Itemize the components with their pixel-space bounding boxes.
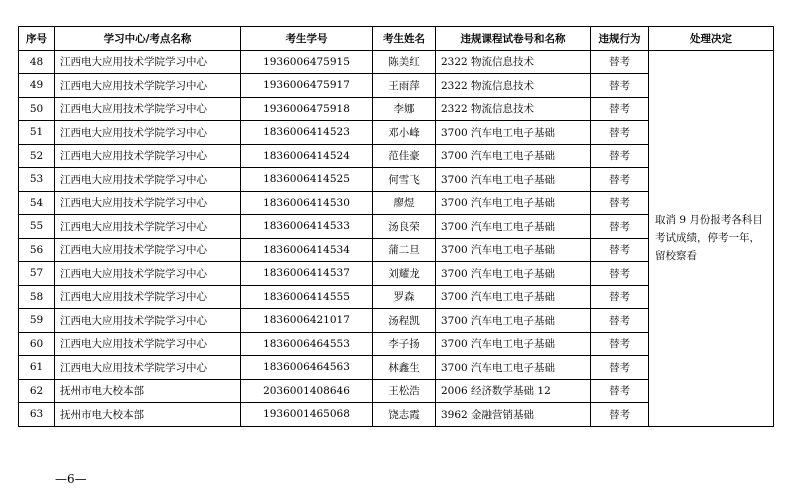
cell-course: 3700 汽车电工电子基础 — [436, 285, 591, 309]
cell-course: 3700 汽车电工电子基础 — [436, 332, 591, 356]
cell-no: 57 — [19, 262, 55, 286]
cell-violation: 替考 — [591, 168, 649, 192]
cell-center: 江西电大应用技术学院学习中心 — [55, 238, 241, 262]
cell-course: 3700 汽车电工电子基础 — [436, 168, 591, 192]
cell-course: 3700 汽车电工电子基础 — [436, 309, 591, 333]
cell-course: 3700 汽车电工电子基础 — [436, 144, 591, 168]
cell-course: 2006 经济数学基础 12 — [436, 379, 591, 403]
cell-no: 51 — [19, 121, 55, 145]
cell-no: 49 — [19, 74, 55, 98]
cell-name: 汤程凯 — [373, 309, 436, 333]
cell-student-id: 1936006475918 — [241, 97, 373, 121]
cell-violation: 替考 — [591, 74, 649, 98]
cell-name: 蒲二旦 — [373, 238, 436, 262]
cell-no: 61 — [19, 356, 55, 380]
cell-violation: 替考 — [591, 309, 649, 333]
cell-violation: 替考 — [591, 332, 649, 356]
header-row — [19, 27, 774, 51]
cell-violation: 替考 — [591, 379, 649, 403]
col-header-center: 学习中心/考点名称 — [55, 27, 241, 51]
cell-no: 50 — [19, 97, 55, 121]
cell-student-id: 1836006414524 — [241, 144, 373, 168]
cell-violation: 替考 — [591, 97, 649, 121]
page-number: —6— — [55, 472, 87, 486]
cell-no: 59 — [19, 309, 55, 333]
cell-student-id: 1936001465068 — [241, 403, 373, 427]
cell-name: 邓小峰 — [373, 121, 436, 145]
cell-course: 3700 汽车电工电子基础 — [436, 215, 591, 239]
cell-center: 江西电大应用技术学院学习中心 — [55, 121, 241, 145]
cell-course: 2322 物流信息技术 — [436, 50, 591, 74]
cell-no: 55 — [19, 215, 55, 239]
col-header-student-id: 考生学号 — [241, 27, 373, 51]
col-header-no: 序号 — [19, 27, 55, 51]
cell-name: 廖煜 — [373, 191, 436, 215]
cell-no: 56 — [19, 238, 55, 262]
cell-violation: 替考 — [591, 191, 649, 215]
cell-center: 江西电大应用技术学院学习中心 — [55, 332, 241, 356]
cell-name: 林鑫生 — [373, 356, 436, 380]
cell-course: 3700 汽车电工电子基础 — [436, 191, 591, 215]
table-row — [19, 50, 774, 74]
cell-student-id: 1936006475915 — [241, 50, 373, 74]
col-header-course: 违规课程试卷号和名称 — [436, 27, 591, 51]
cell-name: 刘耀龙 — [373, 262, 436, 286]
cell-no: 60 — [19, 332, 55, 356]
cell-name: 饶志霞 — [373, 403, 436, 427]
cell-center: 江西电大应用技术学院学习中心 — [55, 97, 241, 121]
cell-course: 3700 汽车电工电子基础 — [436, 356, 591, 380]
cell-center: 江西电大应用技术学院学习中心 — [55, 168, 241, 192]
cell-student-id: 1836006414523 — [241, 121, 373, 145]
cell-student-id: 1836006464563 — [241, 356, 373, 380]
cell-center: 江西电大应用技术学院学习中心 — [55, 74, 241, 98]
cell-violation: 替考 — [591, 144, 649, 168]
cell-course: 2322 物流信息技术 — [436, 74, 591, 98]
cell-violation: 替考 — [591, 356, 649, 380]
cell-violation: 替考 — [591, 215, 649, 239]
cell-course: 2322 物流信息技术 — [436, 97, 591, 121]
cell-student-id: 1836006421017 — [241, 309, 373, 333]
cell-center: 江西电大应用技术学院学习中心 — [55, 356, 241, 380]
cell-violation: 替考 — [591, 285, 649, 309]
cell-no: 52 — [19, 144, 55, 168]
col-header-name: 考生姓名 — [373, 27, 436, 51]
cell-name: 王松浩 — [373, 379, 436, 403]
cell-center: 江西电大应用技术学院学习中心 — [55, 309, 241, 333]
cell-name: 陈美红 — [373, 50, 436, 74]
cell-violation: 替考 — [591, 50, 649, 74]
cell-course: 3700 汽车电工电子基础 — [436, 262, 591, 286]
cell-center: 江西电大应用技术学院学习中心 — [55, 262, 241, 286]
cell-name: 王雨萍 — [373, 74, 436, 98]
cell-student-id: 1836006414533 — [241, 215, 373, 239]
col-header-violation: 违规行为 — [591, 27, 649, 51]
cell-violation: 替考 — [591, 238, 649, 262]
cell-no: 63 — [19, 403, 55, 427]
cell-no: 58 — [19, 285, 55, 309]
cell-violation: 替考 — [591, 403, 649, 427]
cell-center: 江西电大应用技术学院学习中心 — [55, 285, 241, 309]
cell-student-id: 1836006414530 — [241, 191, 373, 215]
cell-no: 62 — [19, 379, 55, 403]
col-header-decision: 处理决定 — [649, 27, 774, 51]
cell-student-id: 1936006475917 — [241, 74, 373, 98]
violations-table — [18, 26, 774, 427]
cell-center: 江西电大应用技术学院学习中心 — [55, 144, 241, 168]
cell-center: 江西电大应用技术学院学习中心 — [55, 215, 241, 239]
cell-student-id: 1836006414555 — [241, 285, 373, 309]
cell-student-id: 1836006414537 — [241, 262, 373, 286]
cell-student-id: 2036001408646 — [241, 379, 373, 403]
cell-student-id: 1836006414534 — [241, 238, 373, 262]
cell-center: 江西电大应用技术学院学习中心 — [55, 191, 241, 215]
cell-name: 汤良荣 — [373, 215, 436, 239]
cell-center: 江西电大应用技术学院学习中心 — [55, 50, 241, 74]
cell-student-id: 1836006464553 — [241, 332, 373, 356]
cell-course: 3962 金融营销基础 — [436, 403, 591, 427]
cell-no: 53 — [19, 168, 55, 192]
cell-violation: 替考 — [591, 121, 649, 145]
cell-course: 3700 汽车电工电子基础 — [436, 121, 591, 145]
cell-center: 抚州市电大校本部 — [55, 379, 241, 403]
cell-name: 李子扬 — [373, 332, 436, 356]
cell-center: 抚州市电大校本部 — [55, 403, 241, 427]
cell-course: 3700 汽车电工电子基础 — [436, 238, 591, 262]
cell-name: 何雪飞 — [373, 168, 436, 192]
cell-no: 48 — [19, 50, 55, 74]
cell-decision: 取消 9 月份报考各科目考试成绩，停考一年，留校察看 — [649, 50, 774, 426]
cell-name: 罗森 — [373, 285, 436, 309]
cell-name: 范佳豪 — [373, 144, 436, 168]
cell-name: 李娜 — [373, 97, 436, 121]
cell-student-id: 1836006414525 — [241, 168, 373, 192]
cell-no: 54 — [19, 191, 55, 215]
cell-violation: 替考 — [591, 262, 649, 286]
